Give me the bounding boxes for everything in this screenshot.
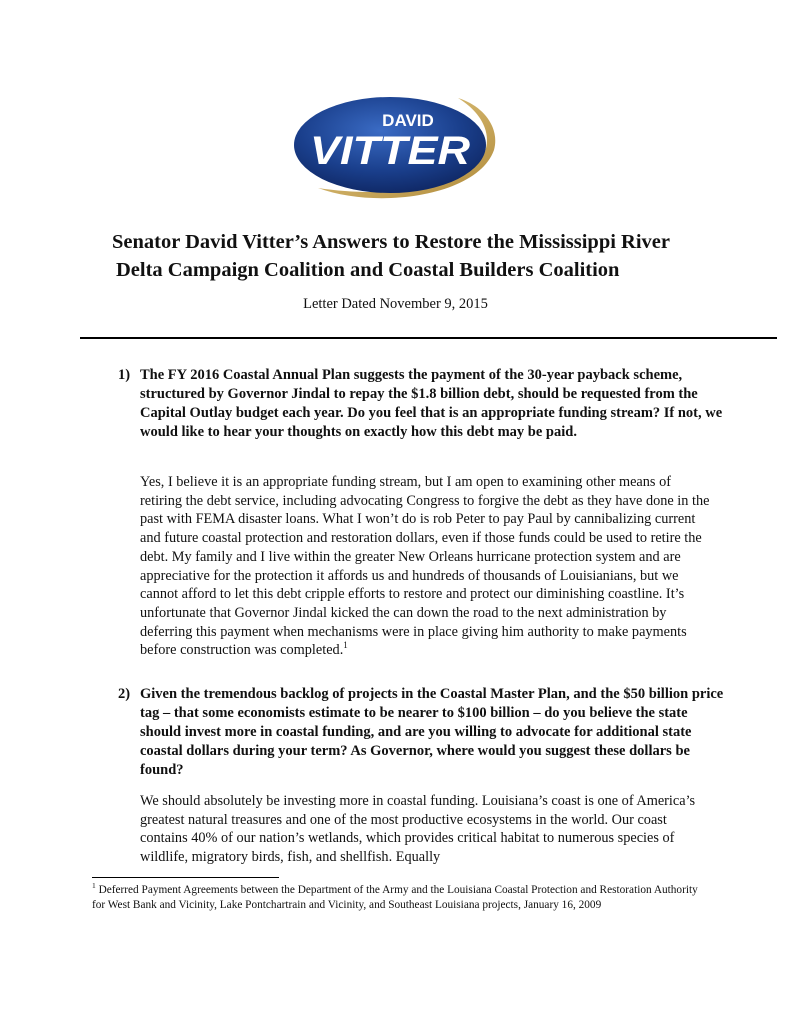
footnote (92, 883, 712, 913)
question-2-text: Given the tremendous backlog of projects in the Coastal Master Plan, and the $50 billion price tag – that some economists estimate to be nearer to $100 billion – do you believe the state should invest more in coastal funding, and are you willing to advocate for additional state coastal dollars during your term? As Governor, where would you suggest these dollars be found? (140, 686, 724, 778)
david-vitter-logo (288, 92, 500, 200)
answer-1 (140, 473, 715, 660)
question-1-number: 1) (118, 367, 131, 383)
footnote-reference[interactable]: 1 (343, 640, 348, 651)
answer-2-text: We should absolutely be investing more in coastal funding. Louisiana’s coast is one of America’s greatest natural treasures and one of the most productive ecosystems in the world. Our coast contains 40% of our nation’s wetlands, which provides critical habitat to numerous species of wildlife, migratory birds, fish, and shellfish. Equally (140, 793, 696, 866)
logo-last-name: VITTER (310, 129, 471, 173)
question-1-text: The FY 2016 Coastal Annual Plan suggests the payment of the 30-year payback scheme, structured by Governor Jindal to repay the $1.8 billion debt, should be requested from the Capital Outlay budget each year. Do you feel that is an appropriate funding stream? If not, we would like to hear your thoughts on exactly how this debt may be paid. (140, 367, 723, 440)
answer-1-text: Yes, I believe it is an appropriate funding stream, but I am open to examining other means of retiring the debt service, including advocating Congress to forgive the debt as they have done in the past with FEMA disaster loans. What I won’t do is rob Peter to pay Paul by cannibalizing current and future coastal protection and restoration dollars, even if those funds could be used to retire the debt. My family and I live within the greater New Orleans hurricane protection system and are appreciative for the protection it affords us and hundreds of thousands of Louisianians, but we cannot afford to let this debt cripple efforts to restore and protect our diminishing coastline. It’s unfortunate that Governor Jindal kicked the can down the road to the next administration by deferring this payment when mechanisms were in place giving him authority to make payments before construction was completed. (140, 474, 710, 659)
logo-first-name: DAVID (382, 111, 434, 130)
question-2-number: 2) (118, 686, 131, 702)
document-title (112, 228, 752, 284)
title-line-1: Senator David Vitter’s Answers to Restore the Mississippi River (112, 231, 671, 253)
footnote-mark: 1 (92, 881, 96, 891)
answer-2 (140, 792, 715, 867)
title-line-2: Delta Campaign Coalition and Coastal Builders Coalition (116, 259, 620, 281)
footnote-divider (92, 877, 279, 878)
header-divider (80, 337, 777, 339)
letter-date: Letter Dated November 9, 2015 (303, 296, 488, 312)
footnote-text: Deferred Payment Agreements between the Department of the Army and the Louisiana Coastal Protection and Restoration Authority for West Bank and Vicinity, Lake Pontchartrain and Vicinity, and Southeast Louisiana projects, January 16, 2009 (92, 884, 698, 911)
